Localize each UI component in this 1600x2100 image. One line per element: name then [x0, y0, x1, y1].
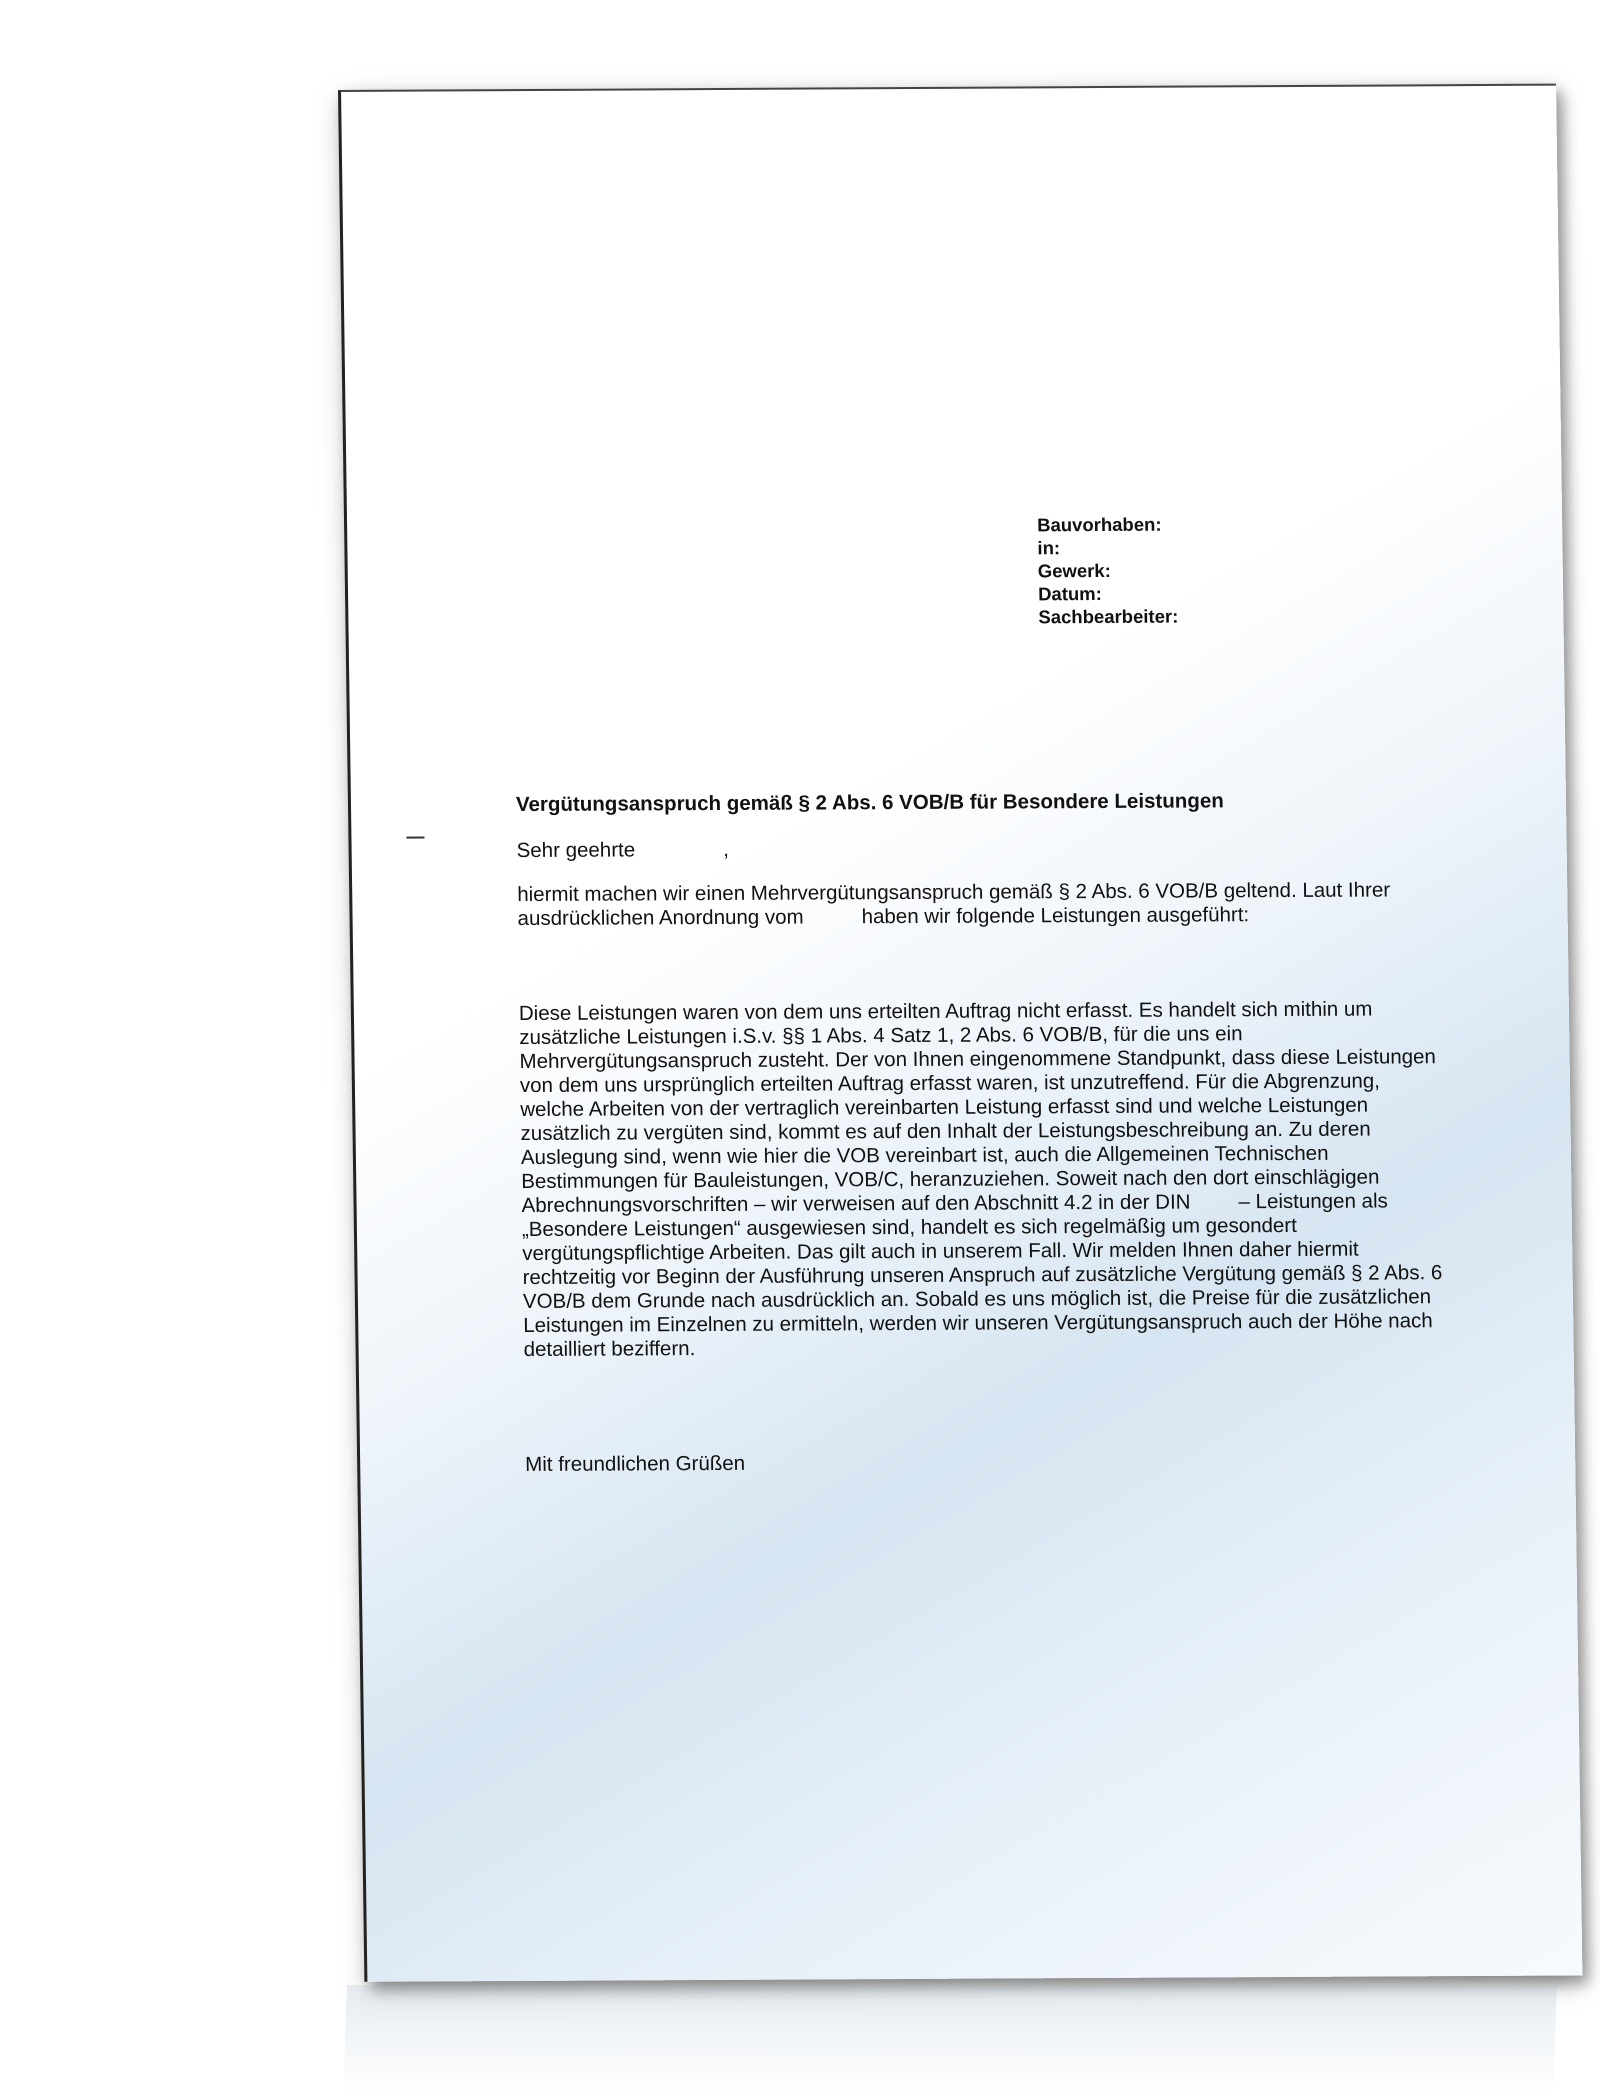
body-text-1: Diese Leistungen waren von dem uns erteilten Auftrag nicht erfasst. Es handelt sich mithin um zusätzliche Leistungen i.S.v. §§ 1 Abs. 4 Satz 1, 2 Abs. 6 VOB/B, für die uns ein Mehrvergütungsanspruch zusteht. Der von Ihnen eingenommene Standpunkt, dass diese Leistungen von dem uns ursprünglich erteilten Auftrag erfasst waren, ist unzutreffend. Für die Abgrenzung, welche Arbeiten von der vertraglich vereinbarten Leistung erfasst sind und welche Leistungen zusätzlich zu vergüten sind, kommt es auf den Inhalt der Leistungsbeschreibung an. Zu deren Auslegung sind, wenn wie hier die VOB vereinbart ist, auch die Allgemeinen Technischen Bestimmungen für Bauleistungen, VOB/C, heranzuziehen. Soweit nach den dort einschlägigen Abrechnungsvorschriften – wir verweisen auf den Abschnitt 4.2 in der DIN — [518, 997, 1437, 1218]
field-sachbearbeiter: Sachbearbeiter: — [1038, 605, 1179, 628]
field-datum: Datum: — [1037, 582, 1102, 605]
letter-subject: Vergütungsanspruch gemäß § 2 Abs. 6 VOB/B für Besondere Leistungen — [515, 789, 1224, 817]
letter-page — [338, 84, 1582, 1982]
salutation — [516, 838, 729, 863]
salutation-text: Sehr geehrte — [516, 838, 636, 863]
intro-text-2: haben wir folgende Leistungen ausgeführt: — [861, 903, 1250, 929]
body-paragraph — [519, 997, 1444, 1362]
salutation-comma: , — [723, 837, 730, 861]
field-gewerk: Gewerk: — [1037, 559, 1111, 582]
intro-paragraph — [517, 878, 1398, 931]
closing: Mit freundlichen Grüßen — [525, 1451, 746, 1476]
intro-text-1: hiermit machen wir einen Mehrvergütungsanspruch gemäß § 2 Abs. 6 VOB/B geltend. Laut Ihrer ausdrücklichen Anordnung vom — [517, 878, 1391, 931]
fold-mark — [406, 837, 424, 839]
body-text-2: – Leistungen als „Besondere Leistungen“ ausgewiesen sind, handelt es sich regelmäßig um gesondert vergütungspflichtige Arbeiten. Das gilt auch in unserem Fall. Wir melden Ihnen daher hiermit rechtzeitig vor Beginn der Ausführung unseren Anspruch auf zusätzliche Vergütung gemäß § 2 Abs. 6 VOB/B dem Grunde nach ausdrücklich an. Sobald es uns möglich ist, die Preise für die zusätzlichen Leistungen im Einzelnen zu ermitteln, werden wir unseren Vergütungsanspruch auch der Höhe nach detailliert beziffern. — [521, 1189, 1443, 1361]
header-fields — [1037, 513, 1178, 629]
field-bauvorhaben: Bauvorhaben: — [1036, 513, 1162, 536]
field-in: in: — [1037, 537, 1061, 559]
page-reflection — [343, 1985, 1557, 2095]
